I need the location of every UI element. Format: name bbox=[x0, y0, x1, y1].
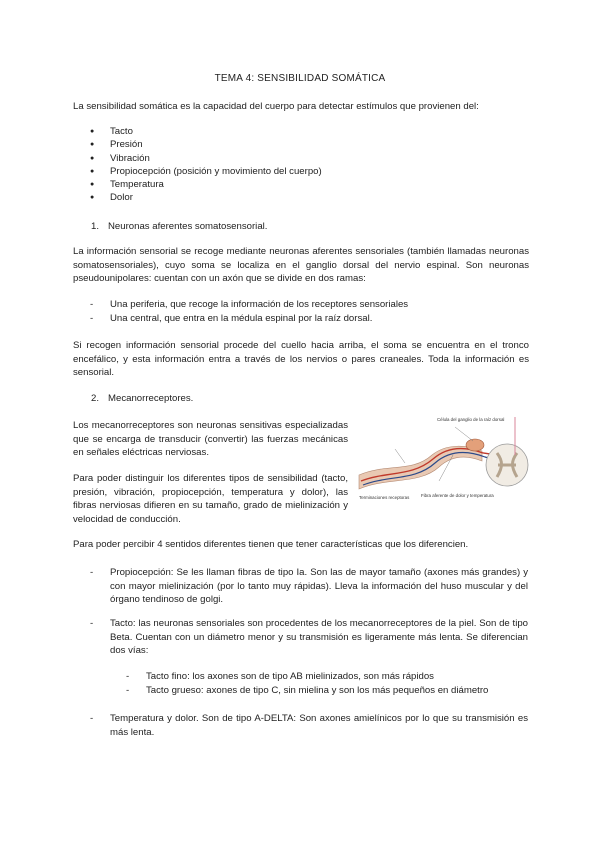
figure-label-pain-fiber: Fibra aferente de dolor y temperatura bbox=[421, 493, 494, 498]
fiber-type-list-2 bbox=[90, 617, 528, 658]
section-2-paragraph-1: Los mecanorreceptores son neuronas sensitivas especializadas que se encarga de transducir (convertir) las fuerzas mecánicas en señales eléctricas nerviosas. bbox=[73, 420, 348, 459]
section-2-heading bbox=[91, 392, 193, 406]
list-item: ● Tacto bbox=[90, 125, 322, 138]
spinal-cord-illustration bbox=[357, 415, 529, 511]
figure-label-ganglion: Célula del ganglio de la raíz dorsal bbox=[437, 417, 505, 422]
section-number: 2. bbox=[91, 393, 100, 404]
list-item: ● Temperatura bbox=[90, 178, 322, 191]
fiber-type-list-3 bbox=[90, 712, 528, 739]
section-2-paragraph-3: Para poder percibir 4 sentidos diferentes tienen que tener características que los diferencien. bbox=[73, 539, 469, 550]
list-item: - Una central, que entra en la médula espinal por la raíz dorsal. bbox=[90, 312, 530, 326]
list-item: - Tacto grueso: axones de tipo C, sin mielina y son los más pequeños en diámetro bbox=[126, 684, 528, 698]
section-1-paragraph-1: La información sensorial se recoge mediante neuronas aferentes sensoriales (también llamadas neuronas somatosensoriales), cuyo soma se localiza en el ganglio dorsal del nervio espinal. Son neuronas pseudounipolares: cuentan con un axón que se divide en dos ramas: bbox=[73, 246, 529, 285]
section-number: 1. bbox=[91, 221, 100, 232]
axon-branches-list bbox=[90, 298, 530, 325]
figure-label-receptors: Terminaciones receptoras bbox=[359, 495, 410, 500]
section-1-paragraph-2: Si recogen información sensorial procede del cuello hacia arriba, el soma se encuentra en el tronco encefálico, y esta información entra a través de los nervios o pares craneales. Toda la información es sensorial. bbox=[73, 340, 529, 379]
list-item: - Tacto fino: los axones son de tipo AB mielinizados, son más rápidos bbox=[126, 670, 528, 684]
section-1-heading bbox=[91, 220, 267, 234]
section-title: Mecanorreceptores. bbox=[108, 393, 194, 404]
list-item: ● Propiocepción (posición y movimiento del cuerpo) bbox=[90, 165, 322, 178]
list-item: ● Vibración bbox=[90, 152, 322, 165]
fiber-type-list-1 bbox=[90, 566, 528, 607]
list-item-propioception: - Propiocepción: Se les llaman fibras de tipo Ia. Son las de mayor tamaño (axones más grandes) y con mayor mielinización (por lo tanto muy rápidas). Lleva la información del huso muscular y del órgano tendinoso de golgi. bbox=[90, 566, 528, 607]
section-title: Neuronas aferentes somatosensorial. bbox=[108, 221, 268, 232]
dorsal-root-ganglion bbox=[466, 439, 484, 451]
stimuli-list bbox=[90, 125, 322, 205]
intro-paragraph: La sensibilidad somática es la capacidad del cuerpo para detectar estímulos que provienen del: bbox=[73, 101, 479, 112]
mechanoreceptor-figure bbox=[357, 415, 529, 511]
section-2-paragraph-2: Para poder distinguir los diferentes tipos de sensibilidad (tacto, presión, vibración, propiocepción, temperatura y dolor), las fibras nerviosas difieren en su tamaño, grado de mielinización y velocidad de conducción. bbox=[73, 473, 348, 525]
list-item: ● Presión bbox=[90, 138, 322, 151]
list-item-touch: - Tacto: las neuronas sensoriales son procedentes de los mecanorreceptores de la piel. Son de tipo Beta. Cuentan con un diámetro menor y su transmisión es ligeramente más lenta. Se diferencian dos vías: bbox=[90, 617, 528, 658]
label-pointer bbox=[395, 449, 405, 463]
list-item-temperature-pain: - Temperatura y dolor. Son de tipo A-DELTA: Son axones amielínicos por lo que su transmisión es más lenta. bbox=[90, 712, 528, 739]
list-item: - Una periferia, que recoge la información de los receptores sensoriales bbox=[90, 298, 530, 312]
label-pointer bbox=[455, 427, 473, 441]
touch-paths-list bbox=[126, 670, 528, 697]
page-title: TEMA 4: SENSIBILIDAD SOMÁTICA bbox=[214, 73, 386, 84]
list-item: ● Dolor bbox=[90, 191, 322, 204]
